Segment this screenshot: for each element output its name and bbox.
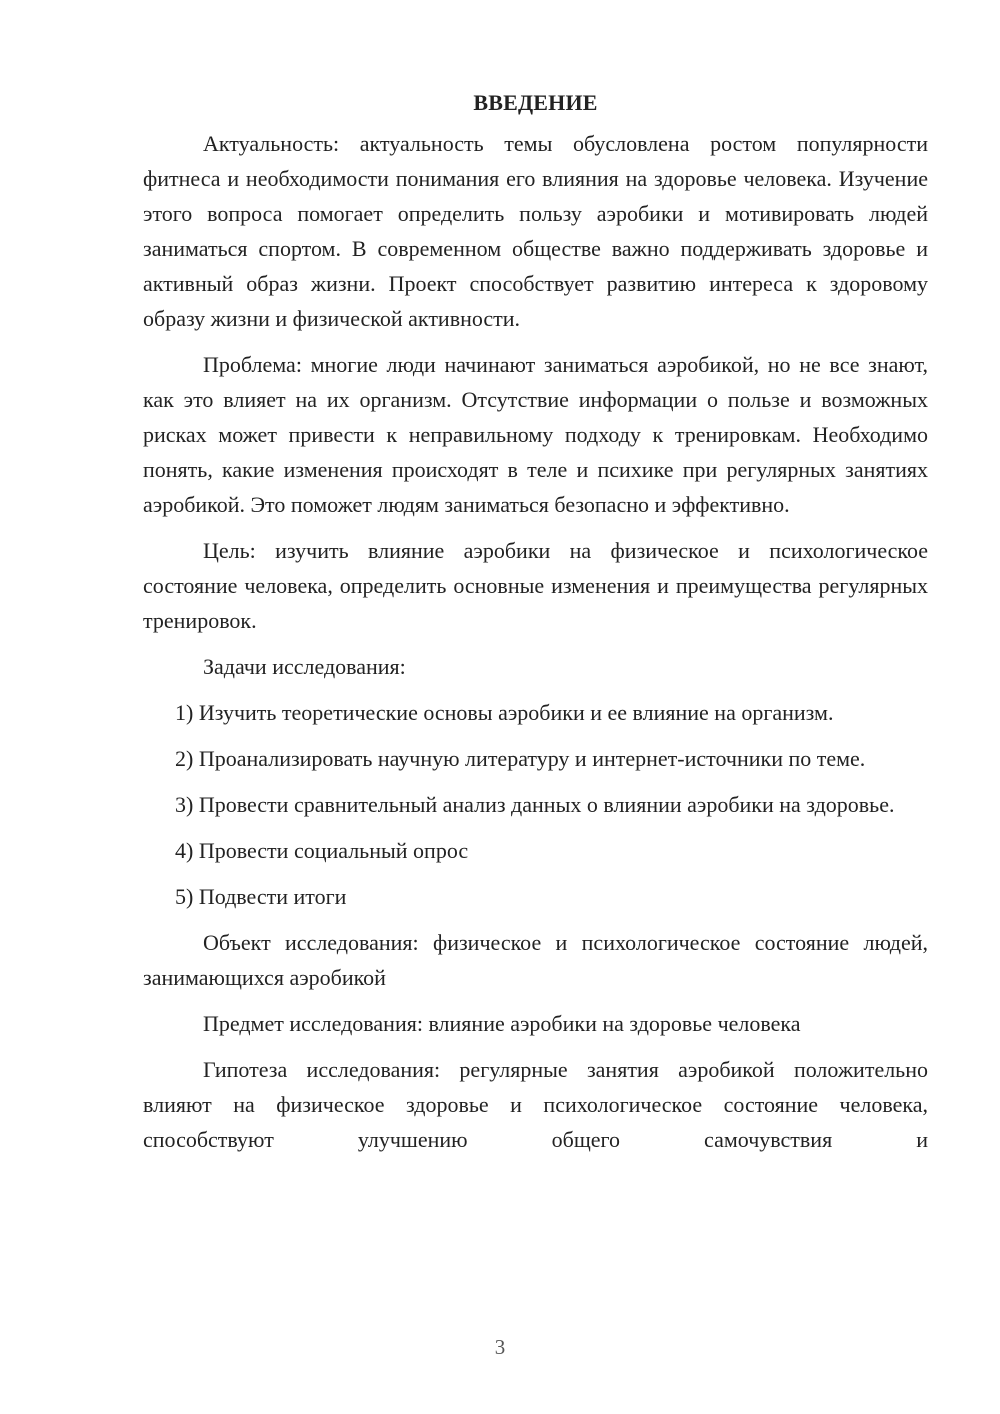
task-item-4: 4) Провести социальный опрос — [175, 838, 469, 863]
paragraph-goal: Цель: изучить влияние аэробики на физическое и психологическое состояние человека, определить основные изменения и преимущества регулярных тренировок. — [143, 538, 928, 633]
page-number: 3 — [494, 1335, 506, 1359]
tasks-heading: Задачи исследования: — [203, 654, 406, 679]
task-item-1: 1) Изучить теоретические основы аэробики и ее влияние на организм. — [175, 700, 834, 725]
document-page — [143, 88, 928, 1168]
paragraph-relevance: Актуальность: актуальность темы обусловлена ростом популярности фитнеса и необходимости понимания его влияния на здоровье человека. Изучение этого вопроса помогает определить пользу аэробики и мотивировать людей заниматься спортом. В современном обществе важно поддерживать здоровье и активный образ жизни. Проект способствует развитию интереса к здоровому образу жизни и физической активности. — [143, 131, 928, 331]
paragraph-problem: Проблема: многие люди начинают заниматься аэробикой, но не все знают, как это влияет на их организм. Отсутствие информации о пользе и возможных рисках может привести к неправильному подходу к тренировкам. Необходимо понять, какие изменения происходят в теле и психике при регулярных занятиях аэробикой. Это поможет людям заниматься безопасно и эффективно. — [143, 352, 928, 517]
task-item-2: 2) Проанализировать научную литературу и интернет-источники по теме. — [175, 746, 866, 771]
page-title: ВВЕДЕНИЕ — [473, 90, 598, 115]
task-item-5: 5) Подвести итоги — [175, 884, 347, 909]
task-item-3: 3) Провести сравнительный анализ данных о влиянии аэробики на здоровье. — [175, 792, 895, 817]
paragraph-hypothesis: Гипотеза исследования: регулярные занятия аэробикой положительно влияют на физическое здоровье и психологическое состояние человека, способствуют улучшению общего самочувствия и — [143, 1057, 928, 1152]
paragraph-subject: Предмет исследования: влияние аэробики на здоровье человека — [203, 1011, 801, 1036]
paragraph-object: Объект исследования: физическое и психологическое состояние людей, занимающихся аэробикой — [143, 930, 928, 990]
